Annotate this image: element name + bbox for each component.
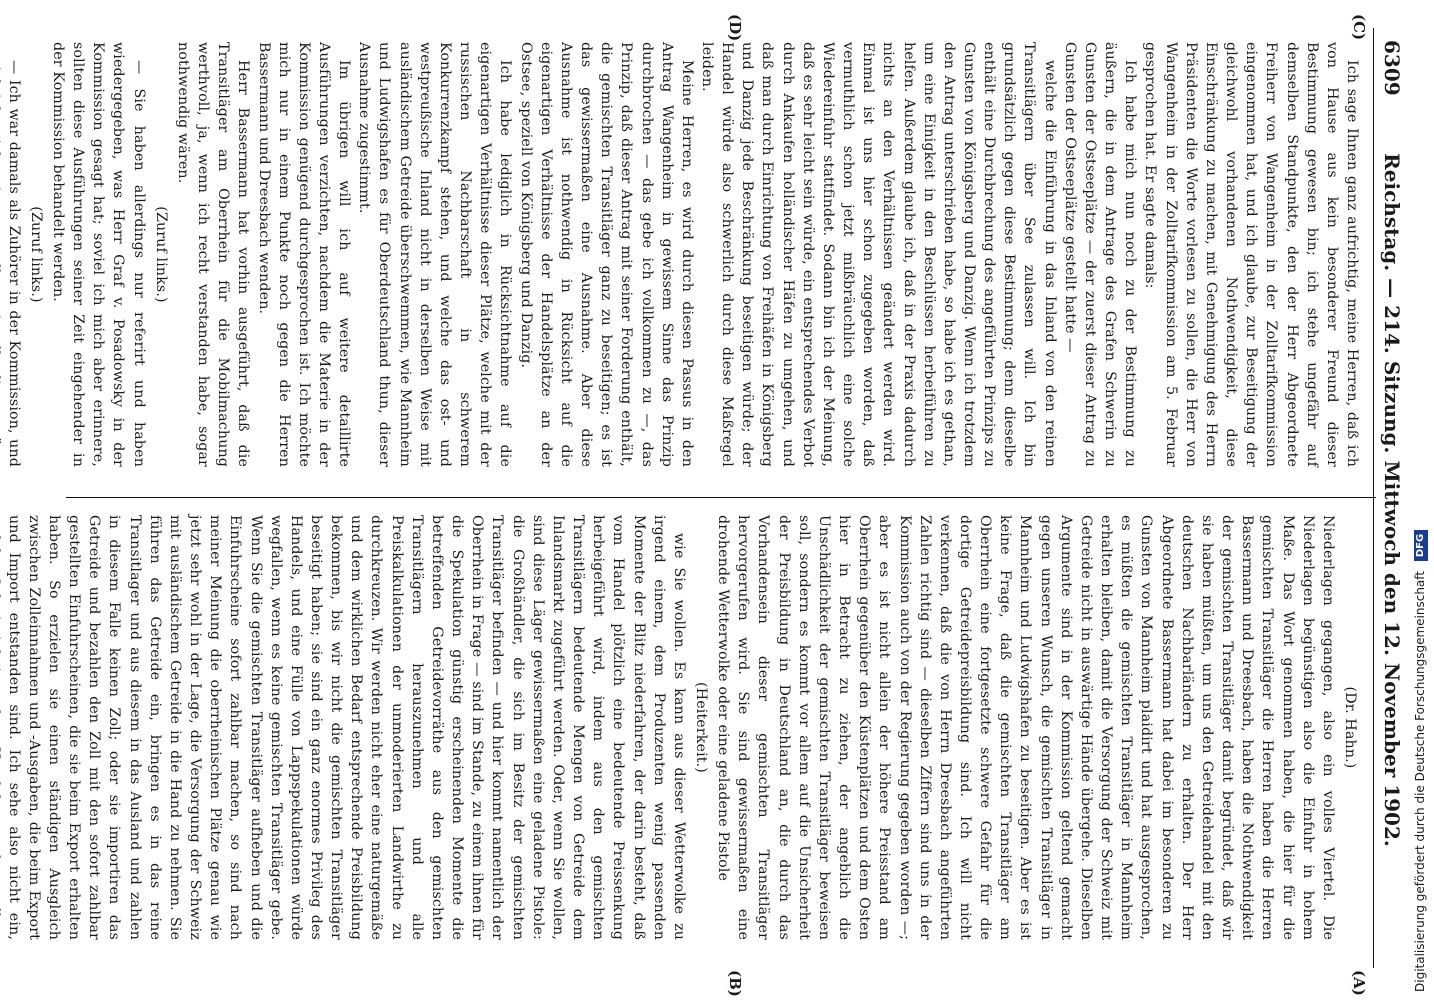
- margin-mark-a: (A): [1350, 970, 1368, 996]
- left-column: [0, 42, 1362, 467]
- column-divider: [66, 497, 1376, 498]
- footer-text: [1409, 0, 1431, 1000]
- interjection: (Heiterkeit.): [693, 682, 709, 773]
- page-header: [1370, 40, 1404, 960]
- quote-paragraph: Ich habe mich nun noch zu der Bestimmung zu äußern, die in dem Antrage des Grafen Schwerin zu Gunsten der Ostseeplätze — der zuerst dieser Antrag zu Gunsten der Ostseeplätze gestellt hatte —: [1061, 42, 1139, 467]
- paragraph: Meine Herren, es wird durch diesen Passus in den Antrag Wangenheim in gewissem Sinne das Prinzip durchbrochen — das gebe ich vollkommen zu —, das Prinzip, daß dieser Antrag mit seiner Forderung enthält, die gemischten Transitläger ganz zu beseitigen; es ist das gewissermaßen eine Ausnahme. Aber diese Ausnahme ist nothwendig in Rücksicht auf die eigenartigen Verhältnisse der Handelsplätze an der Ostsee, speziell von Königsberg und Danzig.: [517, 42, 695, 467]
- quote-paragraph: welche die Einführung in das Inland von den reinen Transitlägern über See zulassen will. Ich bin grundsätzlich gegen diese Bestimmung; denn dieselbe enthält eine Durchbrechung des angeführten Prinzips zu Gunsten von Königsberg und Danzig. Wenn ich trotzdem den Antrag unterschrieben habe, so habe ich es gethan, um eine Einigkeit in den Beschlüssen herbeiführen zu helfen. Außerdem glaube ich, daß in der Praxis dadurch nichts an den Verhältnissen geändert werden wird. Einmal ist uns hier schon zugegeben worden, daß vermuthlich schon jetzt mißbräuchlich eine solche Wiedereinfuhr stattfindet. Sodann bin ich der Meinung, daß es sehr leicht sein würde, ein entsprechendes Verbot durch Ankaufen holländischer Häfen zu umgehen, und daß man durch Einrichtung von Freihäfen in Königsberg und Danzig jede Beschränkung beseitigen würde; der Handel würde also schwerlich durch diese Maßregel leiden.: [699, 42, 1058, 467]
- dfg-logo: DFG: [1414, 530, 1428, 561]
- interjection: (Zuruf links.): [152, 206, 169, 303]
- paragraph: — Sie haben allerdings nur referirt und haben wiedergegeben, was Herr Graf v. Posadowsky in der Kommission gesagt hat; soviel ich mich aber erinnere, sollten diese Ausführungen seiner Zeit eingehender in der Kommission behandelt werden.: [50, 42, 147, 467]
- paragraph: Ich sage Ihnen ganz aufrichtig, meine Herren, daß ich von Hause aus kein besonderer Freund dieser Bestimmung gewesen bin; ich stehe ungefähr auf demselben Standpunkte, den der Herr Abgeordnete Freiherr von Wangenheim in der Zolltarifkommission eingenommen hat, und ich glaube, zur Beseitigung der gleichwohl vorhandenen Nothwendigkeit, diese Einschränkung zu machen, mit Genehmigung des Herrn Präsidenten die Worte vorlesen zu sollen, die Herr von Wangenheim in der Zolltarifkommission am 5. Februar gesprochen hat. Er sagte damals:: [1142, 42, 1360, 467]
- paragraph: Herr Bassermann hat vorhin ausgeführt, daß die Transitläger am Oberrhein für die Mobilmachung werthvoll, ja, wenn ich recht verstanden habe, sogar nothwendig wären.: [174, 42, 252, 467]
- right-column: [0, 515, 1362, 940]
- margin-mark-c: (C): [1350, 14, 1368, 41]
- margin-mark-b: (B): [726, 970, 744, 997]
- speaker-label: (Dr. Hahn.): [1342, 686, 1358, 769]
- paragraph: Niederlagen gegangen, also ein volles Viertel. Die Niederlagen begünstigen also die Einfuhr in hohem Maße. Das Wort genommen haben, die hier für die gemischten Transitläger die Herren haben die Herren Bassermann und Dreesbach, haben die Nothwendigkeit der gemischten Transitläger damit begründet, daß wir sie haben müßten, um uns den Getreidehandel mit den deutschen Nachbarländern zu erhalten. Der Herr Abgeordnete Bassermann hat dabei im besonderen zu Gunsten von Mannheim plaidirt und hat ausgesprochen, es müßten die gemischten Transitläger in Mannheim erhalten bleiben, damit die Versorgung der Schweiz mit Getreide nicht in auswärtige Hände übergehe. Dieselben Argumente sind in der Kommission geltend gemacht gegen unseren Wunsch, die gemischten Transitläger in Mannheim und Ludwigshafen zu beseitigen. Aber es ist keine Frage, daß die gemischten Transitläger am Oberrhein eine fortgesetzte schwere Gefahr für die dortige Getreidepreisbildung sind. Ich will nicht verkennen, daß die von Herrn Dreesbach angeführten Zahlen richtig sind — dieselben Ziffern sind uns in der Kommission auch von der Regierung gegeben worden —; aber es ist nicht allein der höhere Preisstand am Oberrhein gegenüber den Küstenplätzen und dem Osten hier in Betracht zu ziehen, der angeblich die Unschädlichkeit der gemischten Transitläger beweisen soll, sondern es kommt vor allem auf die Unsicherheit der Preisbildung in Deutschland an, die durch das Vorhandensein dieser gemischten Transitläger hervorgerufen wird. Sie sind gewissermaßen eine drohende Wetterwolke oder eine geladene Pistole: [715, 515, 1336, 940]
- footer-credit: [1409, 0, 1431, 1000]
- paragraph: Ich habe lediglich in Rücksichtnahme auf die eigenartigen Verhältnisse dieser Plätze, welche mit der russischen Nachbarschaft in schwerem Konkurrenzkampf stehen, und welche das ost- und westpreußische Inland nicht in derselben Weise mit ausländischem Getreide überschwemmen, wie Mannheim und Ludwigshafen es für Oberdeutschland thun, dieser Ausnahme zugestimmt.: [356, 42, 514, 467]
- header-rule: [1373, 28, 1374, 968]
- page-title: Reichstag. — 214. Sitzung. Mittwoch den 12. November 1902.: [1380, 153, 1404, 847]
- paragraph: Im übrigen will ich auf weitere detaillirte Ausführungen verzichten, nachdem die Materie in der Kommission genügend durchgesprochen ist. Ich möchte mich nur in einem Punkte noch gegen die Herren Bassermann und Dreesbach wenden.: [255, 42, 353, 467]
- paragraph: — Ich war damals als Zuhörer in der Kommission, und: [5, 60, 22, 467]
- margin-mark-d: (D): [726, 14, 744, 42]
- paragraph: wie Sie wollen. Es kann aus dieser Wetterwolke zu irgend einem, dem Produzenten wenig passenden Momente der Blitz niederfahren, der darin besteht, daß vom Handel plötzlich eine bedeutende Preissenkung herbeigeführt wird, indem aus den gemischten Transitlägern bedeutende Mengen von Getreide dem Inlandsmarkt zugeführt werden. Oder, wenn Sie wollen, sind diese Läger gewissermaßen eine geladene Pistole: die Großhändler, die sich im Besitz der gemischten Transitläger befinden — und hier kommt namentlich der Oberrhein in Frage — sind im Stande, zu einem ihnen für die Spekulation günstig erscheinenden Momente die betreffenden Getreidevorräthe aus den gemischten Transitlägern herauszunehmen und alle Preiskalkulationen der unmoderierten Landwirthe zu durchkreuzen. Wir werden nicht eher eine naturgemäße und dem wirklichen Bedarf entsprechende Preisbildung bekommen, bis wir nicht die gemischten Transitläger beseitigt haben; sie sind ein ganz enormes Privileg des Handels, und eine Fülle von Lappspekulationen würde wegfallen, wenn es keine gemischten Transitläger gebe. Wenn Sie die gemischten Transitläger aufheben und die Einfuhrscheine sofort zahlbar machen, so sind nach meiner Meinung die oberrheinischen Plätze genau wie jetzt sehr wohl in der Lage, die Versorgung der Schweiz mit ausländischem Getreide in die Hand zu nehmen. Sie führen das Getreide ein, bringen es in das reine Transitlager und aus diesem in das Ausland und zahlen in diesem Falle keinen Zoll; oder sie importiren das Getreide und bezahlen den Zoll mit den sofort zahlbar gestellten Einfuhrscheinen, die sie beim Export erhalten haben. So erzielen sie einen ständigen Ausgleich zwischen Zolleinnahmen und -Ausgaben, die beim Export und Import entstanden sind. Ich sehe also nicht ein,: [5, 515, 687, 940]
- interjection: (Zuruf links.): [27, 206, 44, 303]
- credit-text: Digitalisierung gefördert durch die Deutsche Forschungsgemeinschaft: [1413, 570, 1427, 992]
- page-number: 6309: [1380, 40, 1404, 96]
